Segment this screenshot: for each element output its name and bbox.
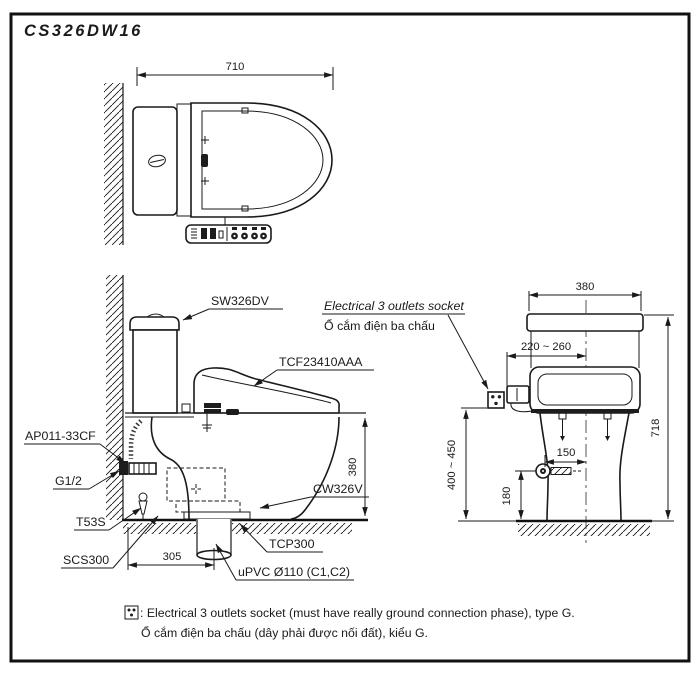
wall-hatch [106,275,123,520]
label-scs300: SCS300 [63,553,110,567]
legend-line-en: : Electrical 3 outlets socket (must have really ground connection phase), type G. [140,606,575,620]
wall-flange [119,461,128,475]
label-stop-valve: AP011-33CF [25,429,96,443]
dim-text-305: 305 [162,551,182,563]
label-thread: G1/2 [55,474,82,488]
legend-line-vi: Ổ cắm điện ba chấu (dây phải được nối đất), kiểu G. [141,626,428,640]
socket-icon [488,392,504,408]
dim-text-220-260: 220 ~ 260 [520,341,572,353]
dim-text-150: 150 [556,447,576,459]
label-pipe: uPVC Ø110 (C1,C2) [238,565,351,579]
ir-window [201,154,208,167]
label-tank: SW326DV [211,294,269,308]
tank-side [130,314,179,413]
label-tcp300: TCP300 [269,537,315,551]
label-washlet: TCF23410AAA [279,355,363,369]
remote-control [186,225,271,243]
callout-vi: Ổ cắm điện ba chấu [324,319,435,333]
dim-text-180: 180 [501,486,513,506]
page-title: CS326DW16 [24,22,143,40]
callout-en: Electrical 3 outlets socket [324,299,464,313]
tank-lid-front [527,314,643,331]
wall-hatch [104,83,123,245]
label-bowl: CW326V [313,482,363,496]
dim-text-710: 710 [225,61,245,73]
label-t53s: T53S [76,515,106,529]
dim-text-400-450: 400 ~ 450 [446,439,458,491]
dim-text-718: 718 [650,418,662,438]
dim-text-380-front: 380 [575,281,595,293]
stop-valve [129,463,156,474]
dim-text-380-side: 380 [347,457,359,477]
